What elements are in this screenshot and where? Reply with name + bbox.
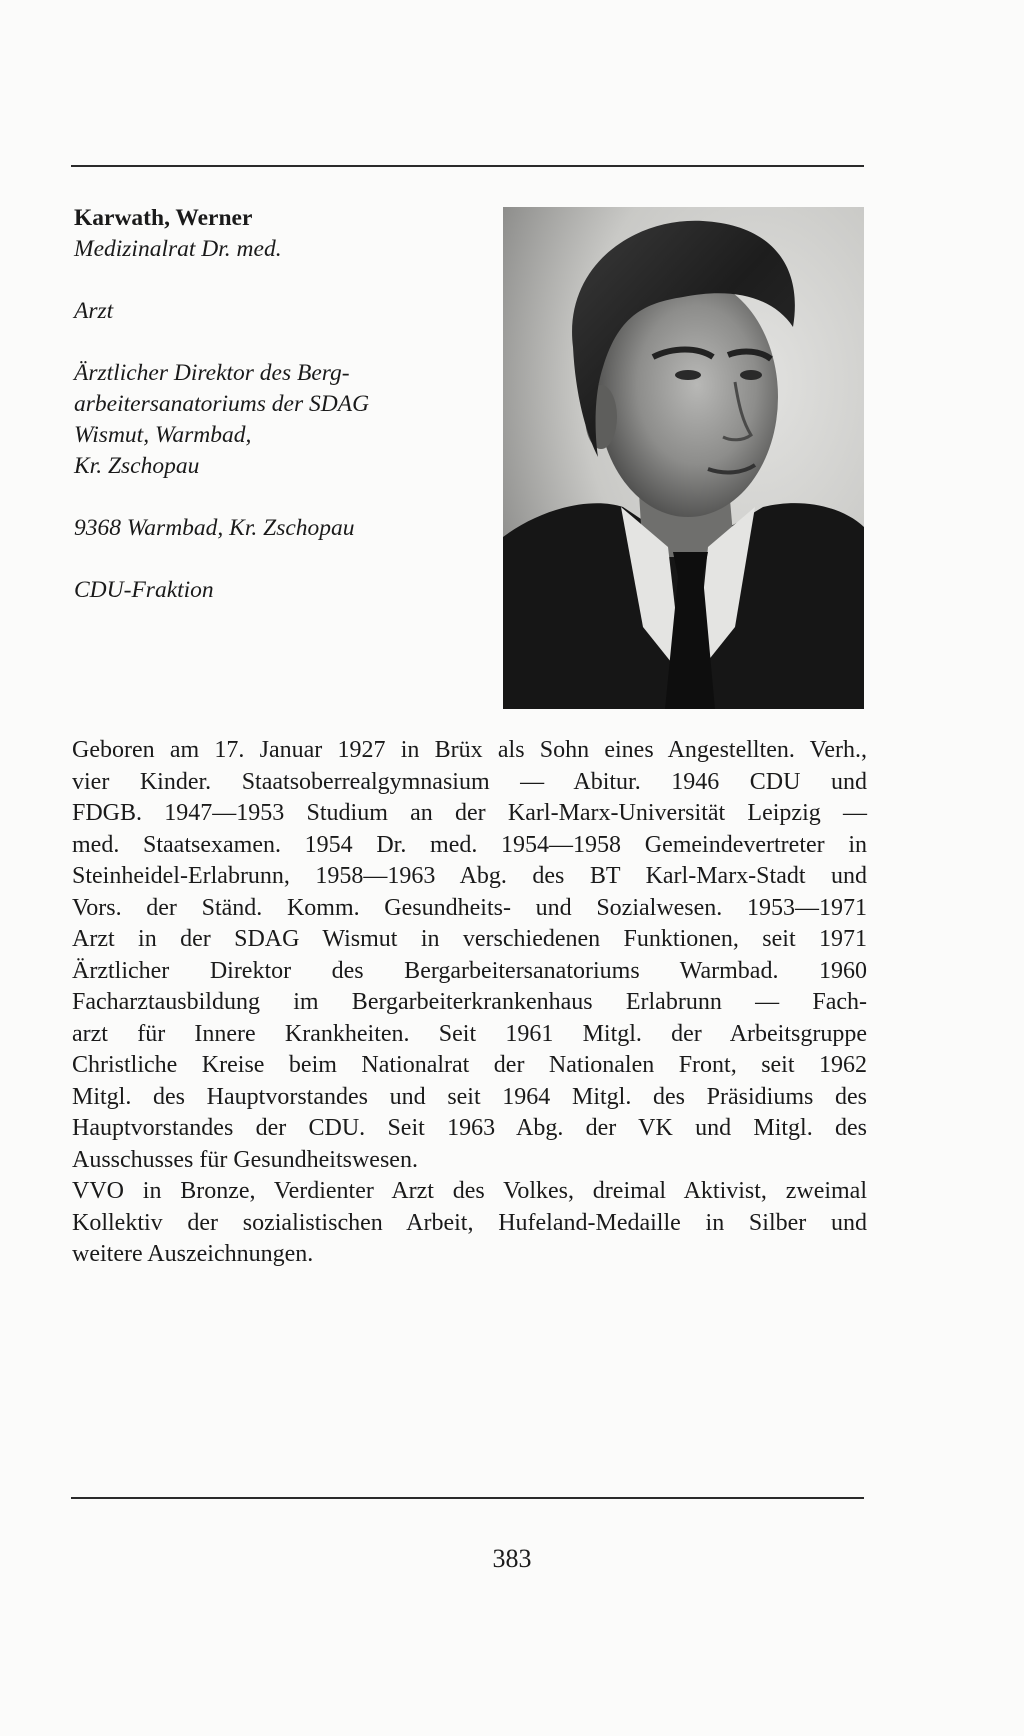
position-line: arbeitersanatoriums der SDAG <box>74 391 370 417</box>
biography-line: Christliche Kreise beim Nationalrat der Nationalen Front, seit 1962 <box>72 1052 867 1078</box>
portrait-photo-icon <box>503 207 864 709</box>
top-divider <box>71 165 864 167</box>
biography-line: Hauptvorstandes der CDU. Seit 1963 Abg. der VK und Mitgl. des <box>72 1115 867 1141</box>
biography-line: Ärztlicher Direktor des Bergarbeitersanatoriums Warmbad. 1960 <box>72 957 867 984</box>
biography-line: Kollektiv der sozialistischen Arbeit, Hufeland-Medaille in Silber und <box>72 1209 867 1236</box>
biography-line: weitere Auszeichnungen. <box>72 1241 314 1267</box>
person-position <box>74 358 494 482</box>
bottom-divider <box>71 1497 864 1499</box>
biography-line: FDGB. 1947—1953 Studium an der Karl-Marx-Universität Leipzig — <box>72 800 867 826</box>
person-fraction: CDU-Fraktion <box>74 577 214 603</box>
position-line: Wismut, Warmbad, <box>74 422 252 448</box>
photo-eye <box>675 370 701 380</box>
biography-line: Arzt in der SDAG Wismut in verschiedenen Funktionen, seit 1971 <box>72 926 867 952</box>
biography-line: VVO in Bronze, Verdienter Arzt des Volkes, dreimal Aktivist, zweimal <box>72 1178 867 1204</box>
person-profession: Arzt <box>74 298 114 324</box>
biography-line: Ausschusses für Gesundheitswesen. <box>72 1146 418 1173</box>
biography-line: Steinheidel-Erlabrunn, 1958—1963 Abg. des BT Karl-Marx-Stadt und <box>72 863 867 889</box>
page-number: 383 <box>492 1544 532 1573</box>
biography-line: Mitgl. des Hauptvorstandes und seit 1964 Mitgl. des Präsidiums des <box>72 1083 867 1110</box>
position-line: Kr. Zschopau <box>74 453 200 479</box>
biography-text <box>72 735 867 1271</box>
biography-line: Vors. der Ständ. Komm. Gesundheits- und Sozialwesen. 1953—1971 <box>72 894 867 921</box>
person-address: 9368 Warmbad, Kr. Zschopau <box>74 515 355 541</box>
portrait-photo <box>503 207 864 709</box>
entry-header <box>74 203 494 606</box>
biography-line: med. Staatsexamen. 1954 Dr. med. 1954—1958 Gemeindevertreter in <box>72 831 867 858</box>
photo-eye <box>740 370 762 380</box>
person-title: Medizinalrat Dr. med. <box>74 236 282 262</box>
position-line: Ärztlicher Direktor des Berg- <box>74 360 350 386</box>
biography-line: vier Kinder. Staatsoberrealgymnasium — Abitur. 1946 CDU und <box>72 768 867 795</box>
biography-line: Geboren am 17. Januar 1927 in Brüx als Sohn eines Angestellten. Verh., <box>72 737 867 763</box>
biography-line: arzt für Innere Krankheiten. Seit 1961 Mitgl. der Arbeitsgruppe <box>72 1020 867 1047</box>
person-name: Karwath, Werner <box>74 205 253 231</box>
biography-line: Facharztausbildung im Bergarbeiterkrankenhaus Erlabrunn — Fach- <box>72 989 867 1015</box>
